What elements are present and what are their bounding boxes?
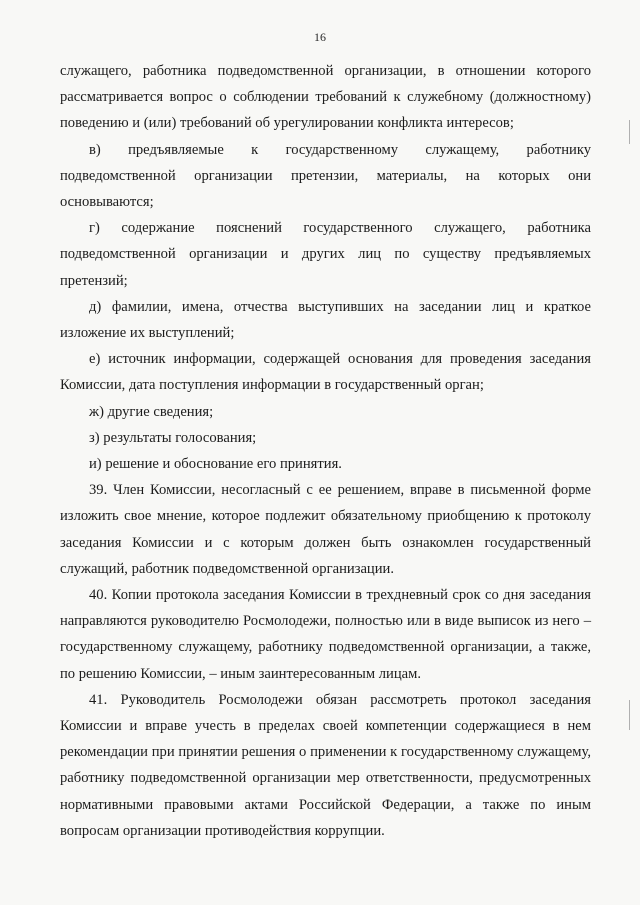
paragraph-item-z: з) результаты голосования; [89, 429, 257, 446]
paragraph-clause-40: 40. Копии протокола заседания Комиссии в трехдневный срок со дня заседания направляются руководителю Росмолодежи, полностью или в виде выписок из него – государственному служащему, работнику подведомственной организации, а также, по решению Комиссии, – иным заинтересованным лицам. [60, 587, 591, 682]
paragraph-clause-41: 41. Руководитель Росмолодежи обязан рассмотреть протокол заседания Комиссии и вправе учесть в пределах своей компетенции содержащиеся в нем рекомендации при принятии решения о применении к государственному служащему, работнику подведомственной организации мер ответственности, предусмотренных нормативными правовыми актами Российской Федерации, а также по иным вопросам организации противодействия коррупции. [60, 691, 591, 839]
paragraph-clause-39: 39. Член Комиссии, несогласный с ее решением, вправе в письменной форме изложить свое мнение, которое подлежит обязательному приобщению к протоколу заседания Комиссии и с которым должен быть ознакомлен государственный служащий, работник подведомственной организации. [60, 482, 591, 577]
paragraph-item-v: в) предъявляемые к государственному служащему, работнику подведомственной организации претензии, материалы, на которых они основываются; [60, 141, 591, 211]
paragraph-item-g: г) содержание пояснений государственного служащего, работника подведомственной организации и других лиц по существу предъявляемых претензий; [60, 220, 591, 289]
paragraph-item-zh: ж) другие сведения; [89, 403, 214, 420]
scan-edge-mark-bottom [629, 700, 630, 730]
document-body [60, 58, 591, 844]
paragraph-item-d: д) фамилии, имена, отчества выступивших на заседании лиц и краткое изложение их выступлений; [60, 298, 591, 342]
paragraph-item-i: и) решение и обоснование его принятия. [89, 456, 342, 473]
paragraph-continuation: служащего, работника подведомственной организации, в отношении которого рассматривается вопрос о соблюдении требований к служебному (должностному) поведению и (или) требований об урегулировании конфликта интересов; [60, 63, 591, 132]
paragraph-item-e: е) источник информации, содержащей основания для проведения заседания Комиссии, дата поступления информации в государственный орган; [60, 351, 591, 394]
scan-edge-mark-top [629, 120, 630, 144]
page-number: 16 [314, 30, 326, 44]
